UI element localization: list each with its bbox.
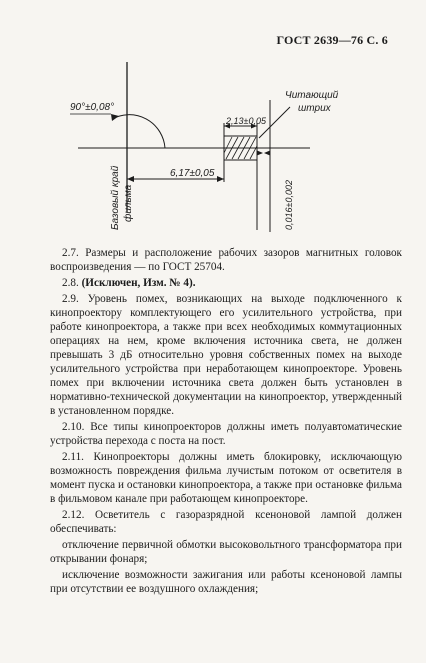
dim-arrow-right <box>217 176 224 182</box>
page-header: ГОСТ 2639—76 С. 6 <box>276 33 388 47</box>
dim-arrow-left <box>127 176 134 182</box>
reading-stroke-label-1: Читающий <box>285 90 339 101</box>
technical-drawing <box>0 0 426 245</box>
angle-label: 90°±0,08° <box>70 102 115 113</box>
paragraph-2-12-item-1: отключение первичной обмотки высоковольтного трансформатора при открывании фонаря; <box>50 539 402 565</box>
angle-arc <box>112 115 165 148</box>
paragraph-2-12-item-2: исключение возможности зажигания или работы ксеноновой лампы при отсутствии ее воздушного охлаждения; <box>50 569 402 595</box>
edge-label-1: Базовый край <box>110 165 121 230</box>
paragraph-2-10: 2.10. Все типы кинопроекторов должны иметь полуавтоматические устройства перехода с поста на пост. <box>50 421 402 447</box>
angle-arrowhead <box>111 114 119 121</box>
edge-label-2: фильма <box>123 184 134 222</box>
paragraph-2-8: 2.8. (Исключен, Изм. № 4). <box>62 277 196 289</box>
distance-label: 6,17±0,05 <box>170 168 215 179</box>
document-body <box>50 246 402 598</box>
offset-label: 0,016±0,002 <box>284 180 294 230</box>
paragraph-2-11: 2.11. Кинопроекторы должны иметь блокировку, исключающую возможность повреждения фильма лучистым потоком от осветителя в момент пуска и остановки кинопроектора, а также при остановке фильма в фильмовом канале при работающем кинопроекторе. <box>50 451 402 505</box>
reading-stroke-label-2: штрих <box>298 103 331 114</box>
width-label: 2,13±0,05 <box>226 116 266 126</box>
paragraph-2-7: 2.7. Размеры и расположение рабочих зазоров магнитных головок воспроизведения — по ГОСТ 25704. <box>50 247 402 273</box>
paragraph-2-12: 2.12. Осветитель с газоразрядной ксеноновой лампой должен обеспечивать: <box>50 509 402 535</box>
paragraph-2-9: 2.9. Уровень помех, возникающих на выходе подключенного к кинопроектору комплектующего его усилительного устройства, при работе кинопроектора, а также при всех необходимых коммутационных операциях на нем, кроме включения источника света, не должен превышать 3 дБ относительно уровня собственных помех на выходе усилительного устройства при неработающем кинопроекторе. Уровень помех при включении источника света должен быть установлен в нормативно-технической документации на кинопроектор, утвержденный в установленном порядке. <box>50 293 402 417</box>
